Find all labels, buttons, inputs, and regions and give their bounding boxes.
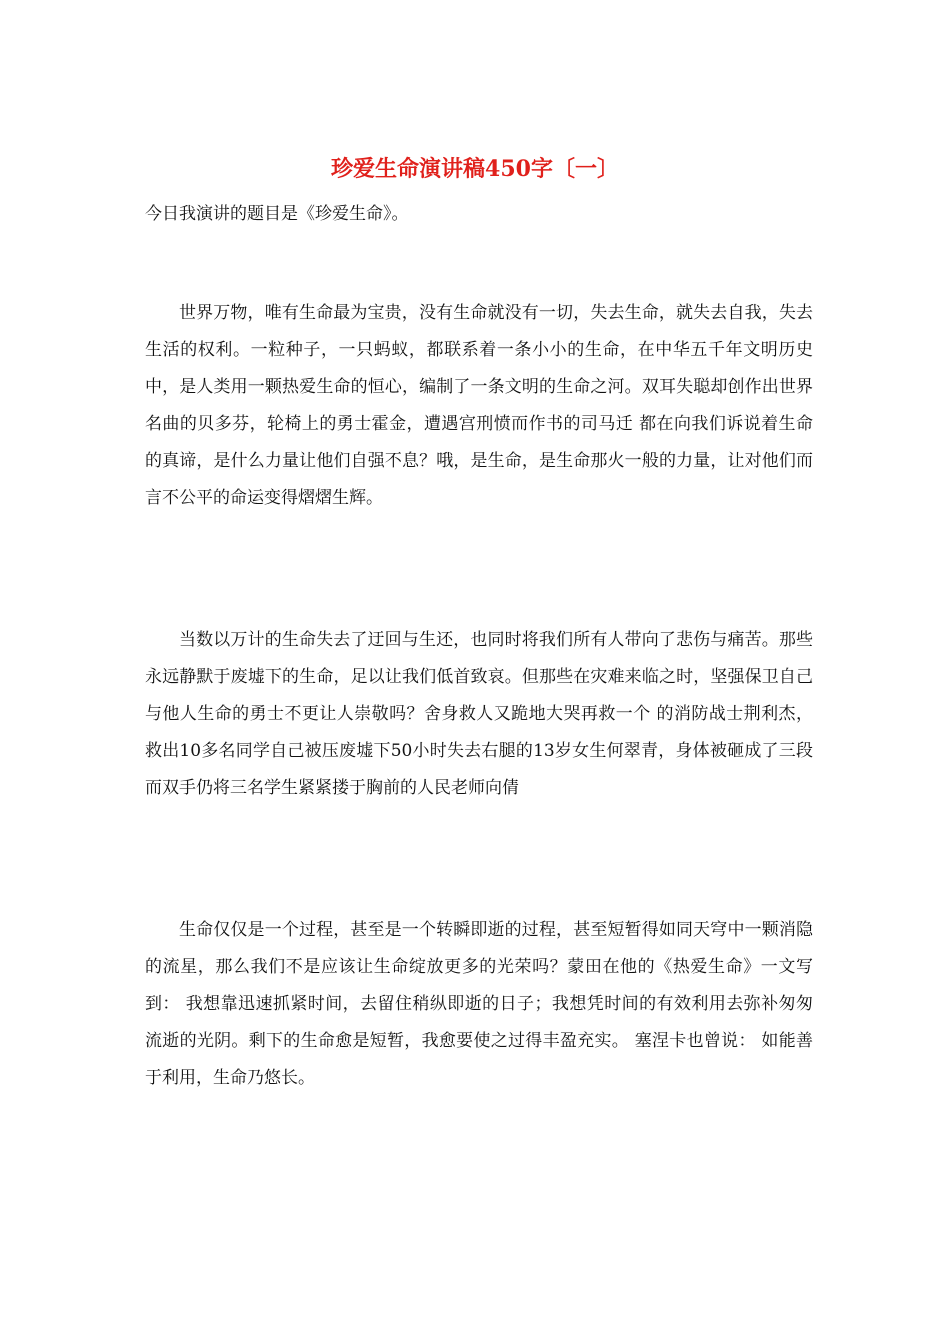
document-title: 珍爱生命演讲稿450字〔一〕 xyxy=(331,156,619,182)
intro-line: 今日我演讲的题目是《珍爱生命》。 xyxy=(145,204,409,224)
paragraph-3: 生命仅仅是一个过程，甚至是一个转瞬即逝的过程，甚至短暂得如同天穹中一颗消隐的流星，那么我们不是应该让生命绽放更多的光荣吗？蒙田在他的《热爱生命》一文写到： 我想靠迅速抓紧时间，去留住稍纵即逝的日子；我想凭时间的有效利用去弥补匆匆流逝的光阴。剩下的生命愈是短暂，我愈要使之过得丰盈充实。 塞涅卡也曾说： 如能善于利用，生命乃悠长。 xyxy=(145,920,813,1088)
paragraph-2: 当数以万计的生命失去了迂回与生还，也同时将我们所有人带向了悲伤与痛苦。那些永远静默于废墟下的生命，足以让我们低首致哀。但那些在灾难来临之时，坚强保卫自己与他人生命的勇士不更让人崇敬吗？舍身救人又跪地大哭再救一个 的消防战士荆利杰，救出10多名同学自己被压废墟下50小时失去右腿的13岁女生何翠青，身体被砸成了三段而双手仍将三名学生紧紧搂于胸前的人民老师向倩 xyxy=(145,630,813,798)
paragraph-1: 世界万物，唯有生命最为宝贵，没有生命就没有一切，失去生命，就失去自我，失去生活的权利。一粒种子，一只蚂蚁，都联系着一条小小的生命，在中华五千年文明历史中，是人类用一颗热爱生命的恒心，编制了一条文明的生命之河。双耳失聪却创作出世界名曲的贝多芬，轮椅上的勇士霍金，遭遇宫刑愤而作书的司马迁 都在向我们诉说着生命的真谛，是什么力量让他们自强不息？哦，是生命，是生命那火一般的力量，让对他们而言不公平的命运变得熠熠生辉。 xyxy=(145,303,813,508)
